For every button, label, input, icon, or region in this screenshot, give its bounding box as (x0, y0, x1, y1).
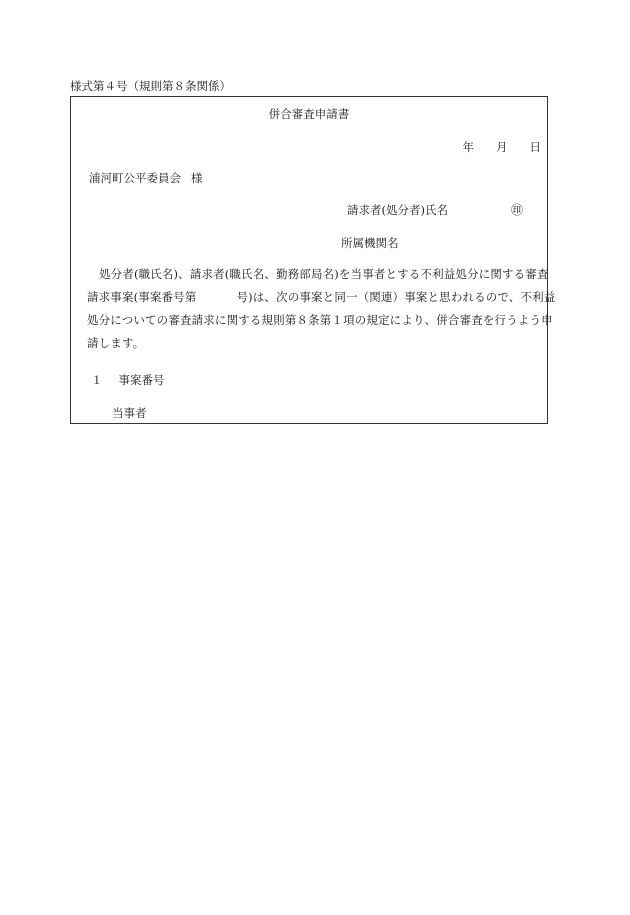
body-line-3: 処分についての審査請求に関する規則第８条第１項の規定により、併合審査を行うよう申 (87, 313, 553, 327)
item-label: 事案番号 (118, 373, 165, 387)
addressee (89, 170, 203, 186)
seal-mark: ㊞ (511, 203, 524, 217)
addressee-honorific: 様 (191, 171, 203, 185)
parties-label: 当事者 (112, 406, 147, 420)
date-row (463, 139, 542, 155)
item-case-number (91, 372, 165, 388)
body-line-4: 請します。 (87, 336, 145, 350)
date-year-label: 年 (462, 140, 474, 154)
application-form-box (70, 96, 556, 424)
body-line-2b: 号)は、次の事案と同一（関連）事案と思われるので、不利益 (236, 290, 556, 304)
request-body-text (87, 263, 556, 355)
requester-name-label: 請求者(処分者)氏名 (347, 203, 448, 217)
form-title: 併合審査申請書 (268, 107, 350, 121)
form-code: 様式第４号（規則第８条関係） (70, 79, 231, 93)
body-line-2a: 請求事案(事案番号第 (87, 290, 197, 304)
item-number: １ (91, 373, 103, 387)
date-day-label: 日 (529, 140, 541, 154)
addressee-name: 浦河町公平委員会 (89, 171, 181, 185)
date-month-label: 月 (496, 140, 508, 154)
body-line-1: 処分者(職氏名)、請求者(職氏名、勤務部局名)を当事者とする不利益処分に関する審査 (99, 267, 549, 281)
affiliation-label: 所属機関名 (341, 236, 399, 250)
